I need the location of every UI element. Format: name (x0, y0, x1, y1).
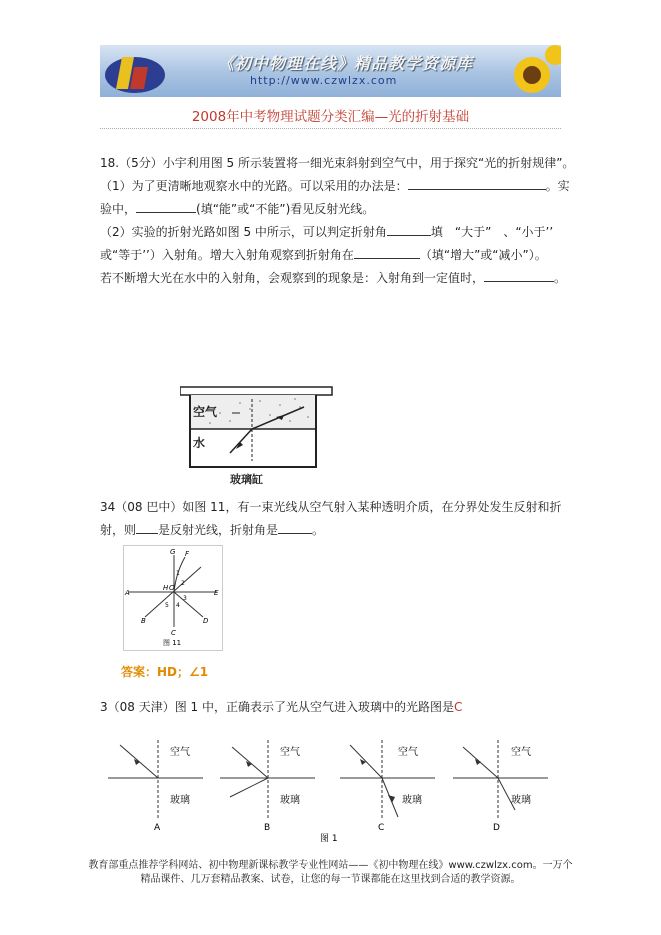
q18-line-4: （2）实验的折射光路如图 5 中所示，可以判定折射角 填 “大于” 、“小于’’ (100, 225, 554, 239)
svg-text:玻璃: 玻璃 (170, 795, 190, 806)
fig11-label-H: H (163, 584, 169, 592)
fig5-air-label: 空气 (193, 405, 218, 419)
answer-blank[interactable] (136, 200, 196, 213)
fig11-angle-5: 5 (165, 602, 169, 609)
title-divider (100, 128, 561, 129)
fig5-caption: 玻璃缸 (230, 473, 263, 486)
q18-line-3: 验中， (填“能”或“不能”)看见反射光线。 (100, 202, 375, 216)
option-b-diagram (220, 740, 315, 833)
fig11-label-E: E (214, 589, 219, 597)
q18-line-5: 或“等于’’）入射角。增大入射角观察到折射角在 （填“增大”或“减小”）。 (100, 248, 547, 262)
svg-text:A: A (154, 823, 161, 833)
figure-11-ray-diagram (123, 545, 223, 653)
svg-text:玻璃: 玻璃 (280, 795, 300, 806)
fig11-angle-2: 2 (181, 580, 185, 587)
svg-text:空气: 空气 (280, 747, 300, 758)
banner-url[interactable]: http://www.czwlzx.com (250, 74, 398, 87)
fig11-angle-1: 1 (176, 570, 180, 577)
sunflower-icon (500, 45, 561, 97)
svg-text:玻璃: 玻璃 (402, 795, 422, 806)
answer-blank[interactable] (354, 246, 420, 259)
q34-answer: 答案：HD；∠1 (121, 665, 209, 679)
option-c-diagram (340, 740, 435, 833)
q34-line-2: 射，则 是反射光线，折射角是 。 (100, 523, 325, 537)
fig11-label-G: G (170, 548, 176, 556)
document-title: 2008年中考物理试题分类汇编—光的折射基础 (191, 109, 470, 125)
svg-text:空气: 空气 (511, 747, 531, 758)
fig11-label-O: O (169, 584, 175, 592)
answer-blank[interactable] (136, 521, 158, 534)
fig11-label-B: B (141, 617, 146, 625)
svg-text:空气: 空气 (398, 747, 418, 758)
footer-line-2: 精品课件、几万套精品教案、试卷，让您的每一节课都能在这里找到合适的教学资源。 (140, 874, 521, 885)
fig11-angle-4: 4 (176, 602, 180, 609)
fig11-caption: 图 11 (163, 639, 182, 647)
figure-1-options (108, 735, 558, 845)
q34-line-1: 34（08 巴中）如图 11，有一束光线从空气射入某种透明介质，在分界处发生反射和折 (100, 500, 562, 514)
figure-5-glass-tank (180, 385, 340, 487)
footer-line-1: 教育部重点推荐学科网站、初中物理新课标教学专业性网站——《初中物理在线》www.czwlzx.com。一万个 (88, 860, 573, 871)
answer-blank[interactable] (408, 177, 546, 190)
q18-line-2: （1）为了更清晰地观察水中的光路。可以采用的办法是： 。实 (100, 179, 570, 193)
fig11-angle-3: 3 (183, 595, 187, 602)
svg-text:B: B (264, 823, 271, 833)
answer-blank[interactable] (278, 521, 312, 534)
q3-answer: C (454, 700, 463, 714)
answer-blank[interactable] (484, 269, 554, 282)
q3-line: 3（08 天津）图 1 中，正确表示了光从空气进入玻璃中的光路图是C (100, 700, 463, 714)
svg-text:C: C (378, 823, 385, 833)
fig11-label-C: C (171, 629, 176, 637)
fig5-water-label: 水 (193, 436, 206, 450)
fig11-label-F: F (185, 550, 190, 558)
svg-text:玻璃: 玻璃 (511, 795, 531, 806)
fig11-label-A: A (125, 589, 130, 597)
q18-line-1: 18.（5分）小宇利用图 5 所示装置将一细光束斜射到空气中，用于探究“光的折射规律”。 (100, 156, 575, 170)
svg-text:D: D (493, 823, 500, 833)
header-banner (100, 45, 561, 97)
fig11-label-D: D (203, 617, 209, 625)
option-d-diagram (453, 740, 548, 833)
answer-blank[interactable] (387, 223, 431, 236)
site-logo-icon (100, 45, 170, 97)
option-a-diagram (108, 740, 203, 833)
q18-line-6: 若不断增大光在水中的入射角，会观察到的现象是：入射角到一定值时， 。 (100, 271, 567, 285)
fig1-caption: 图 1 (320, 834, 338, 844)
banner-title: 《初中物理在线》精品教学资源库 (218, 54, 474, 73)
svg-text:空气: 空气 (170, 747, 190, 758)
